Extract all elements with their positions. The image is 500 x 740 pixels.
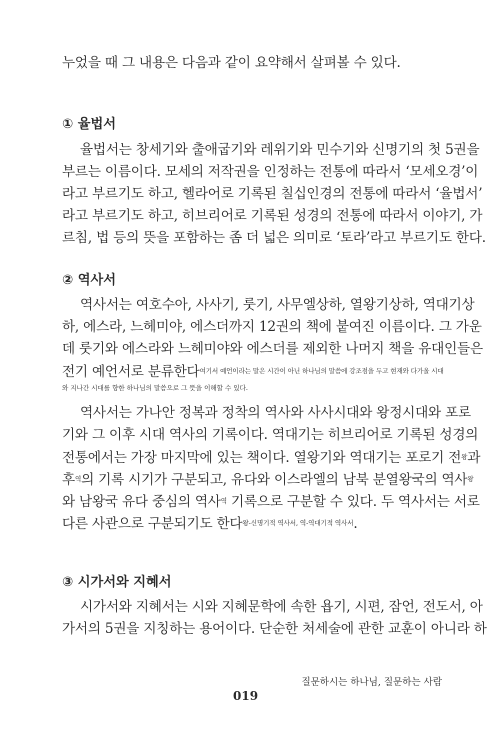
body-line: 하, 에스라, 느헤미야, 에스더까지 12권의 책에 붙여진 이름이다. 그 가운 [62, 319, 482, 335]
body-line-with-footnote [62, 362, 444, 381]
body-line: 역사서는 가나안 정복과 정착의 역사와 사사시대와 왕정시대와 포로 [80, 405, 471, 421]
superscript-marker: 왕 [461, 453, 468, 461]
body-line: 르침, 법 등의 뜻을 포함하는 좀 더 넓은 의미로 ‘토라’라고 부르기도 한다. [62, 230, 486, 246]
body-text: 의 기록 시기가 구분되고, 유다와 이스라엘의 남북 분열왕국의 역사 [81, 472, 468, 488]
section-heading-history: ② 역사서 [62, 273, 116, 288]
superscript-marker: 역 [220, 497, 227, 505]
intro-line: 누었을 때 그 내용은 다음과 같이 요약해서 살펴볼 수 있다. [62, 55, 401, 71]
body-text: 기록으로 구분할 수 있다. 두 역사서는 서로 [226, 494, 480, 510]
body-line [62, 470, 474, 489]
body-line: 데 룻기와 에스라와 느헤미야와 에스더를 제외한 나머지 책을 유대인들은 [62, 341, 483, 357]
body-line: 부르는 이름이다. 모세의 저작권을 인정하는 전통에 따라서 ‘모세오경’이 [62, 164, 479, 180]
body-text: . [353, 516, 358, 532]
superscript-marker: 왕 [467, 475, 474, 483]
body-line: 라고 부르기도 하고, 헬라어로 기록된 칠십인경의 전통에 따라서 ‘율법서’ [62, 186, 483, 202]
body-text: 다른 사관으로 구분되기도 한다 [62, 516, 243, 532]
inline-footnote: 왕-신명기적 역사서, 역-역대기적 역사서 [242, 519, 354, 527]
section-heading-poetry-wisdom: ③ 시가서와 지혜서 [62, 575, 172, 590]
body-text: 전기 예언서로 분류한다 [62, 364, 200, 380]
body-text: 과 [467, 450, 481, 466]
body-line [62, 448, 481, 467]
body-text: 전통에서는 가장 마지막에 있는 책이다. 열왕기와 역대기는 포로기 전 [62, 450, 462, 466]
body-line [62, 492, 480, 511]
body-line: 율법서는 창세기와 출애굽기와 레위기와 민수기와 신명기의 첫 5권을 [80, 142, 480, 158]
section-heading-law: ① 율법서 [62, 117, 116, 132]
body-line: 라고 부르기도 하고, 히브리어로 기록된 성경의 전통에 따라서 이야기, 가 [62, 208, 483, 224]
body-line: 가서의 5권을 지칭하는 용어이다. 단순한 처세술에 관한 교훈이 아니라 하 [62, 621, 487, 637]
body-text: 후 [62, 472, 75, 488]
superscript-marker: 역 [74, 475, 82, 483]
body-line: 역사서는 여호수아, 사사기, 룻기, 사무엘상하, 열왕기상하, 역대기상 [80, 297, 475, 313]
body-text: 와 남왕국 유다 중심의 역사 [62, 494, 221, 510]
running-footer-title: 질문하시는 하나님, 질문하는 사람 [301, 677, 442, 688]
inline-footnote: 여기서 예언이라는 말은 시간이 아닌 하나님의 말씀에 강조점을 두고 현재와 다가올 시대 [199, 367, 444, 375]
body-line: 시가서와 지혜서는 시와 지혜문학에 속한 욥기, 시편, 잠언, 전도서, 아 [80, 599, 483, 615]
footnote-continuation: 와 지나간 시대를 향한 하나님의 말씀으로 그 뜻을 이해할 수 있다. [62, 384, 248, 392]
body-line [62, 514, 444, 533]
body-line: 기와 그 이후 시대 역사의 기록이다. 역대기는 히브리어로 기록된 성경의 [62, 427, 479, 443]
page-number: 019 [233, 689, 259, 703]
